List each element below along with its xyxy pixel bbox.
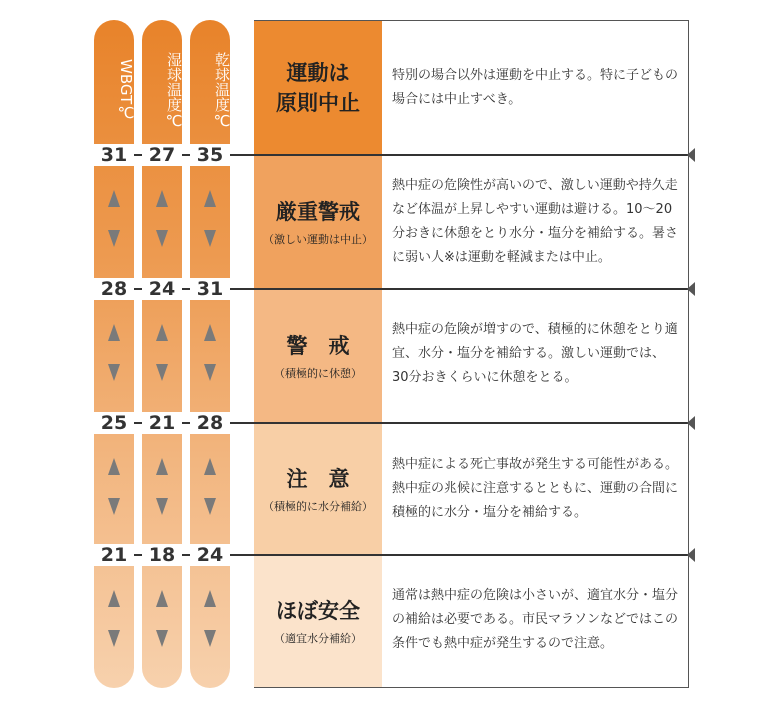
range-up-arrow-icon bbox=[204, 190, 216, 207]
dry-bulb-column bbox=[190, 20, 230, 688]
range-up-arrow-icon bbox=[156, 190, 168, 207]
wet-bulb-value: 27 bbox=[142, 144, 182, 166]
level-title: ほぼ安全 bbox=[276, 599, 360, 623]
wet-bulb-column bbox=[142, 20, 182, 688]
dry-bulb-value: 35 bbox=[190, 144, 230, 166]
level-warning bbox=[254, 289, 382, 422]
level-title: 厳重警戒 bbox=[276, 199, 360, 224]
range-up-arrow-icon bbox=[108, 190, 120, 207]
dry-bulb-value: 28 bbox=[190, 412, 230, 434]
separator-dash bbox=[182, 554, 190, 556]
range-down-arrow-icon bbox=[156, 630, 168, 647]
range-down-arrow-icon bbox=[204, 364, 216, 381]
separator-dash bbox=[134, 422, 142, 424]
level-sub: （激しい運動は中止） bbox=[263, 232, 373, 246]
separator-dash bbox=[182, 422, 190, 424]
wbgt-column bbox=[94, 20, 134, 688]
level-caution bbox=[254, 423, 382, 554]
level-title: 運動は 原則中止 bbox=[276, 60, 360, 115]
range-up-arrow-icon bbox=[108, 324, 120, 341]
wbgt-value: 28 bbox=[94, 278, 134, 300]
range-up-arrow-icon bbox=[204, 458, 216, 475]
level-sub: （積極的に水分補給） bbox=[263, 499, 373, 513]
dry-bulb-value: 24 bbox=[190, 544, 230, 566]
separator-dash bbox=[182, 288, 190, 290]
level-sub: （積極的に休憩） bbox=[274, 366, 362, 380]
range-down-arrow-icon bbox=[156, 498, 168, 515]
range-down-arrow-icon bbox=[204, 498, 216, 515]
wbgt-header: WBGT℃ bbox=[117, 59, 135, 123]
level-severe bbox=[254, 155, 382, 288]
range-down-arrow-icon bbox=[156, 230, 168, 247]
range-up-arrow-icon bbox=[156, 590, 168, 607]
separator-dash bbox=[134, 554, 142, 556]
wet-bulb-value: 18 bbox=[142, 544, 182, 566]
level-desc: 熱中症による死亡事故が発生する可能性がある。熱中症の兆候に注意するとともに、運動の合間に積極的に水分・塩分を補給する。 bbox=[392, 457, 679, 520]
range-down-arrow-icon bbox=[108, 498, 120, 515]
threshold-marker-icon bbox=[687, 282, 695, 296]
wbgt-value: 25 bbox=[94, 412, 134, 434]
range-down-arrow-icon bbox=[108, 230, 120, 247]
range-down-arrow-icon bbox=[108, 364, 120, 381]
range-up-arrow-icon bbox=[204, 590, 216, 607]
separator-dash bbox=[134, 154, 142, 156]
wet-bulb-header: 湿球温度℃ bbox=[165, 52, 183, 130]
range-down-arrow-icon bbox=[108, 630, 120, 647]
wbgt-value: 31 bbox=[94, 144, 134, 166]
level-desc: 熱中症の危険性が高いので、激しい運動や持久走など体温が上昇しやすい運動は避ける。10〜20分おきに休憩をとり水分・塩分を補給する。暑さに弱い人※は運動を軽減または中止。 bbox=[392, 178, 679, 265]
level-desc: 通常は熱中症の危険は小さいが、適宜水分・塩分の補給は必要である。市民マラソンなどではこの条件でも熱中症が発生するので注意。 bbox=[392, 588, 679, 651]
level-desc: 熱中症の危険が増すので、積極的に休憩をとり適宜、水分・塩分を補給する。激しい運動では、30分おきくらいに休憩をとる。 bbox=[392, 322, 678, 385]
range-down-arrow-icon bbox=[204, 230, 216, 247]
level-desc: 特別の場合以外は運動を中止する。特に子どもの場合には中止すべき。 bbox=[392, 68, 679, 107]
level-safe bbox=[254, 555, 382, 687]
threshold-marker-icon bbox=[687, 416, 695, 430]
range-down-arrow-icon bbox=[204, 630, 216, 647]
separator-dash bbox=[134, 288, 142, 290]
threshold-line bbox=[230, 288, 689, 290]
range-up-arrow-icon bbox=[156, 458, 168, 475]
level-title: 警 戒 bbox=[286, 333, 350, 358]
wet-bulb-value: 21 bbox=[142, 412, 182, 434]
wet-bulb-value: 24 bbox=[142, 278, 182, 300]
range-up-arrow-icon bbox=[108, 458, 120, 475]
separator-dash bbox=[182, 154, 190, 156]
wbgt-value: 21 bbox=[94, 544, 134, 566]
range-down-arrow-icon bbox=[156, 364, 168, 381]
range-up-arrow-icon bbox=[204, 324, 216, 341]
threshold-line bbox=[230, 554, 689, 556]
range-up-arrow-icon bbox=[156, 324, 168, 341]
dry-bulb-value: 31 bbox=[190, 278, 230, 300]
range-up-arrow-icon bbox=[108, 590, 120, 607]
threshold-marker-icon bbox=[687, 148, 695, 162]
threshold-marker-icon bbox=[687, 548, 695, 562]
level-title: 注 意 bbox=[286, 466, 350, 491]
level-stop bbox=[254, 21, 382, 154]
level-sub: （適宜水分補給） bbox=[274, 632, 362, 645]
dry-bulb-header: 乾球温度℃ bbox=[213, 52, 231, 130]
threshold-line bbox=[230, 422, 689, 424]
threshold-line bbox=[230, 154, 689, 156]
